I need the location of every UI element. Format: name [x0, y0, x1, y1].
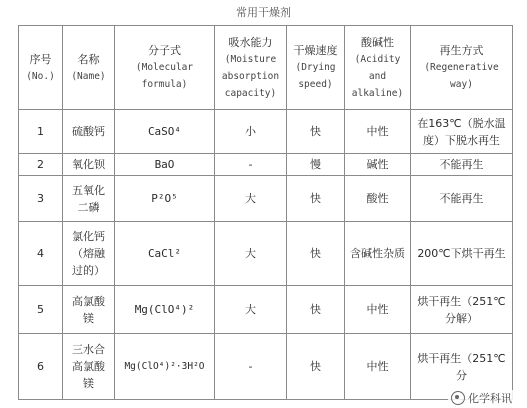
cell-speed: 慢 — [287, 154, 345, 176]
chat-bubble-icon — [451, 391, 465, 405]
cell-name: 五氧化 二磷 — [63, 176, 115, 222]
cell-acidity: 酸性 — [345, 176, 411, 222]
cell-regen: 在163℃（脱水温 度）下脱水再生 — [411, 110, 513, 154]
cell-regen: 200℃下烘干再生 — [411, 222, 513, 286]
header-formula: 分子式 (Molecular formula) — [115, 26, 215, 110]
cell-acidity: 中性 — [345, 286, 411, 334]
cell-no: 6 — [19, 334, 63, 400]
table-row — [19, 286, 513, 334]
cell-formula: CaCl² — [115, 222, 215, 286]
desiccant-table — [18, 25, 513, 400]
cell-absorption: 小 — [215, 110, 287, 154]
cell-acidity: 碱性 — [345, 154, 411, 176]
header-absorption: 吸水能力 (Moisture absorption capacity) — [215, 26, 287, 110]
cell-regen: 烘干再生（251℃ 分 — [411, 334, 513, 400]
cell-speed: 快 — [287, 110, 345, 154]
header-row — [19, 26, 513, 110]
watermark-text: 化学科讯 — [468, 392, 512, 405]
cell-formula: BaO — [115, 154, 215, 176]
cell-absorption: 大 — [215, 286, 287, 334]
cell-acidity: 含碱性杂质 — [345, 222, 411, 286]
cell-speed: 快 — [287, 222, 345, 286]
header-acidity: 酸碱性 (Acidity and alkaline) — [345, 26, 411, 110]
header-speed: 干燥速度 (Drying speed) — [287, 26, 345, 110]
cell-speed: 快 — [287, 176, 345, 222]
cell-speed: 快 — [287, 286, 345, 334]
table-row — [19, 222, 513, 286]
cell-no: 3 — [19, 176, 63, 222]
cell-name: 氧化钡 — [63, 154, 115, 176]
cell-formula: P²O⁵ — [115, 176, 215, 222]
table-row — [19, 154, 513, 176]
header-regen: 再生方式 (Regenerative way) — [411, 26, 513, 110]
table-row — [19, 110, 513, 154]
cell-formula: Mg(ClO⁴)²·3H²O — [115, 334, 215, 400]
table-row — [19, 334, 513, 400]
cell-no: 2 — [19, 154, 63, 176]
cell-no: 5 — [19, 286, 63, 334]
cell-acidity: 中性 — [345, 110, 411, 154]
cell-absorption: 大 — [215, 222, 287, 286]
cell-no: 1 — [19, 110, 63, 154]
cell-absorption: - — [215, 154, 287, 176]
cell-absorption: - — [215, 334, 287, 400]
header-name: 名称 (Name) — [63, 26, 115, 110]
cell-formula: CaSO⁴ — [115, 110, 215, 154]
cell-regen: 不能再生 — [411, 154, 513, 176]
cell-name: 高氯酸 镁 — [63, 286, 115, 334]
cell-speed: 快 — [287, 334, 345, 400]
cell-name: 硫酸钙 — [63, 110, 115, 154]
table-row — [19, 176, 513, 222]
header-no: 序号 (No.) — [19, 26, 63, 110]
cell-regen: 不能再生 — [411, 176, 513, 222]
cell-no: 4 — [19, 222, 63, 286]
watermark — [448, 390, 515, 406]
page-title: 常用干燥剂 — [236, 6, 291, 19]
cell-acidity: 中性 — [345, 334, 411, 400]
cell-absorption: 大 — [215, 176, 287, 222]
cell-name: 三水合 高氯酸 镁 — [63, 334, 115, 400]
cell-formula: Mg(ClO⁴)² — [115, 286, 215, 334]
cell-name: 氯化钙 （熔融 过的） — [63, 222, 115, 286]
cell-regen: 烘干再生（251℃ 分解） — [411, 286, 513, 334]
